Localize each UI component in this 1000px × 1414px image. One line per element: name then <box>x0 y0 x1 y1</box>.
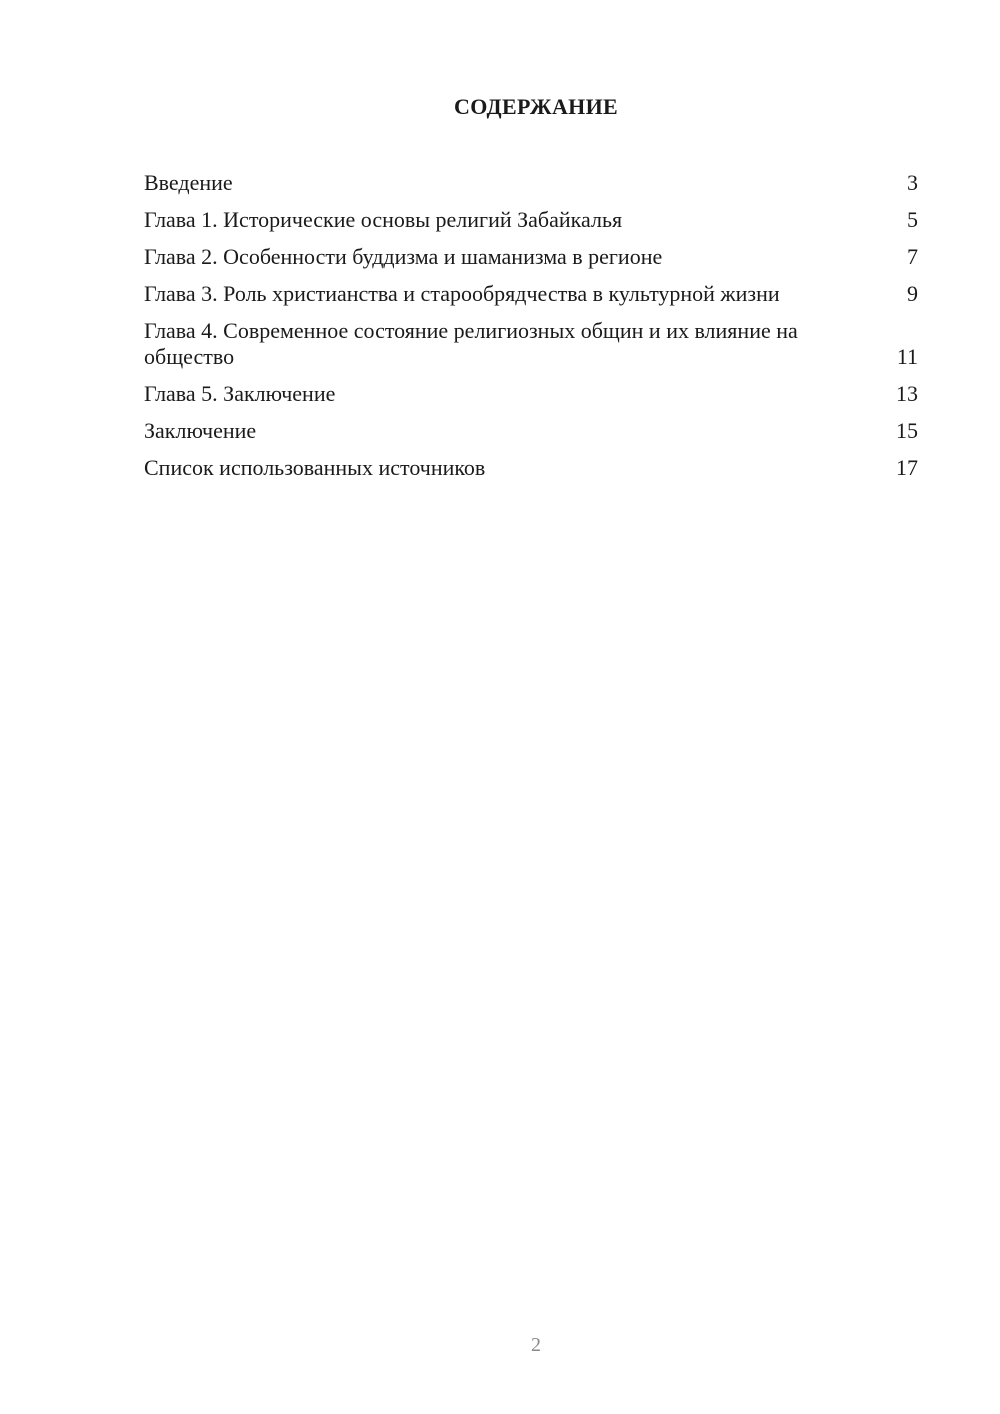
toc-entry-references[interactable] <box>144 455 918 481</box>
toc-entry-page: 13 <box>896 381 918 406</box>
toc-entry-title: Заключение <box>144 418 257 443</box>
toc-heading: СОДЕРЖАНИЕ <box>454 94 618 119</box>
toc-entry-title: Глава 4. Современное состояние религиозных общин и их влияние на общество <box>144 318 798 369</box>
toc-entry-conclusion[interactable] <box>144 418 918 444</box>
toc-entry-title: Глава 3. Роль христианства и старообрядчества в культурной жизни <box>144 281 780 306</box>
toc-entry-chapter-5[interactable] <box>144 381 918 407</box>
toc-entry-page: 11 <box>896 344 918 369</box>
toc-entry-page: 15 <box>896 418 918 443</box>
toc-entry-page: 7 <box>907 244 918 269</box>
toc-entry-introduction[interactable] <box>144 170 918 196</box>
toc-list <box>144 170 918 492</box>
toc-entry-title: Глава 1. Исторические основы религий Забайкалья <box>144 207 623 232</box>
toc-entry-chapter-3[interactable] <box>144 281 918 307</box>
toc-entry-chapter-4[interactable] <box>144 318 918 370</box>
toc-entry-page: 9 <box>907 281 918 306</box>
toc-entry-chapter-1[interactable] <box>144 207 918 233</box>
toc-entry-chapter-2[interactable] <box>144 244 918 270</box>
toc-entry-title: Глава 2. Особенности буддизма и шаманизма в регионе <box>144 244 663 269</box>
toc-entry-page: 17 <box>896 455 918 480</box>
toc-entry-title: Введение <box>144 170 233 195</box>
page-number: 2 <box>531 1334 541 1356</box>
toc-entry-title: Глава 5. Заключение <box>144 381 336 406</box>
toc-entry-title: Список использованных источников <box>144 455 486 480</box>
toc-entry-page: 5 <box>907 207 918 232</box>
toc-entry-page: 3 <box>907 170 918 195</box>
